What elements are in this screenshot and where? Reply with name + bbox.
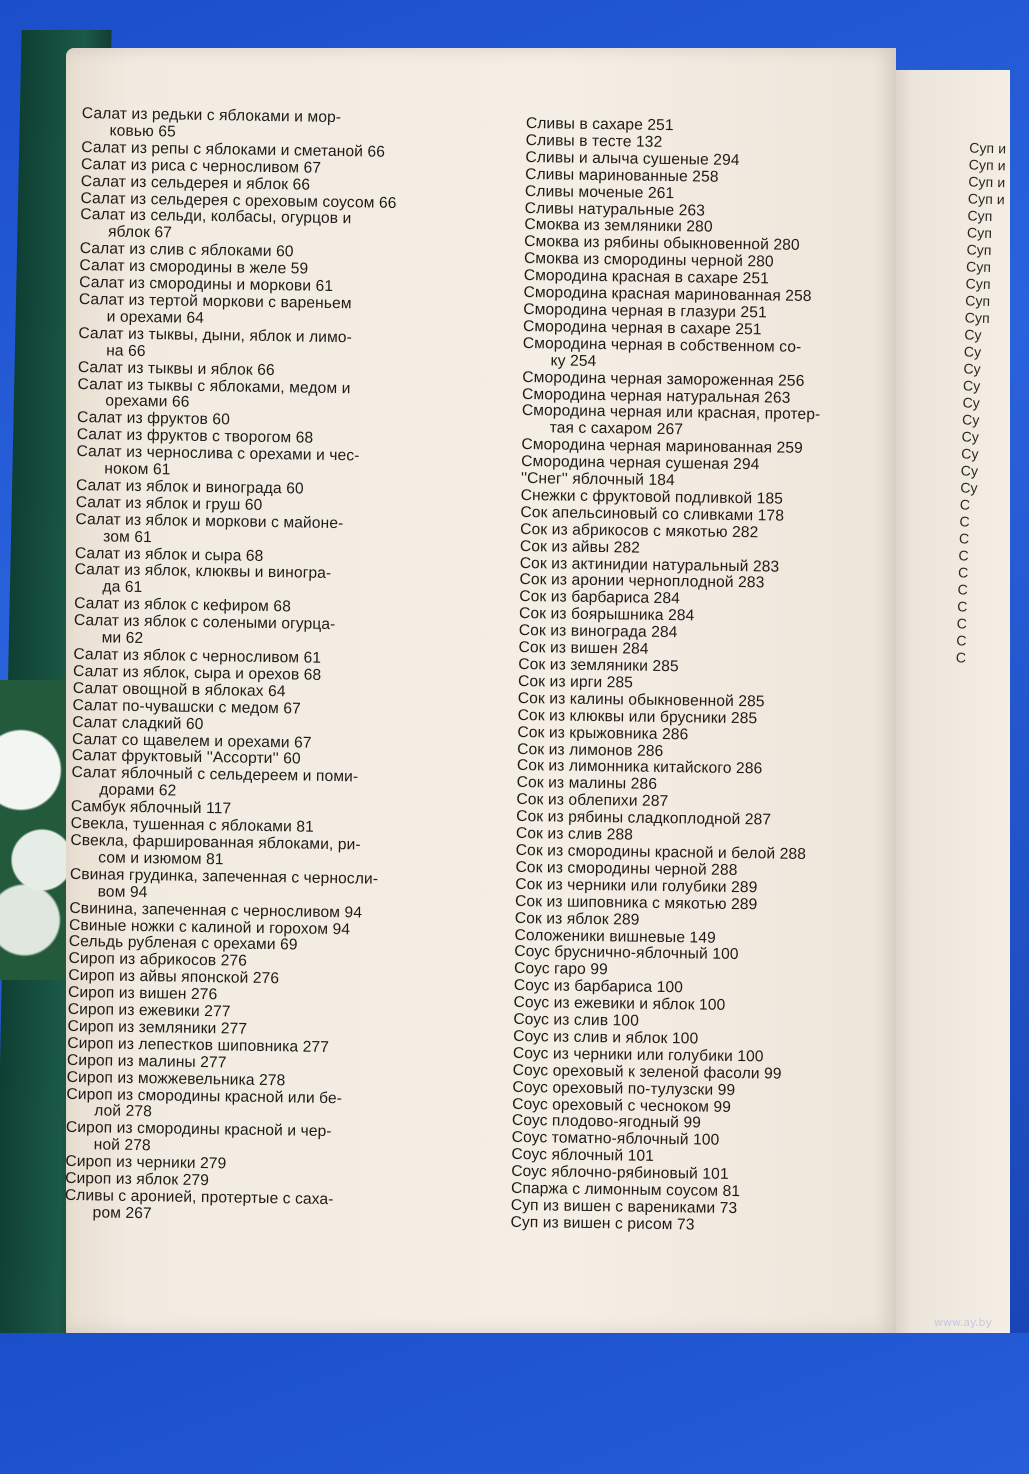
index-entry: Снежки с фруктовой подливкой 185 xyxy=(520,486,784,508)
index-entry: Су xyxy=(964,326,982,343)
index-entry: Соус ореховый с чесноком 99 xyxy=(512,1095,732,1116)
index-entry: Свиная грудинка, запеченная с черносли- xyxy=(69,865,379,888)
index-entry: ку 254 xyxy=(550,352,597,370)
index-entry: Сок из барбариса 284 xyxy=(519,588,681,608)
index-entry: Суп xyxy=(966,241,992,259)
index-entry: Сок из смородины черной 288 xyxy=(515,858,738,879)
index-entry: Салат яблочный с сельдереем и поми- xyxy=(71,764,359,786)
index-entry: Салат из тыквы с яблоками, медом и xyxy=(77,375,351,397)
index-entry: да 61 xyxy=(102,578,143,597)
index-entry: Сироп из айвы японской 276 xyxy=(68,967,280,988)
index-entry: Сок из вишен 284 xyxy=(518,639,649,658)
index-entry: Сок из калины обыкновенной 285 xyxy=(517,689,765,711)
index-entry: Соус бруснично-яблочный 100 xyxy=(514,943,739,964)
index-entry: Суп xyxy=(964,309,990,327)
index-entry: С xyxy=(958,530,970,547)
index-entry: Сливы и алыча сушеные 294 xyxy=(525,148,740,169)
watermark: www.ay.by xyxy=(933,1316,992,1329)
index-entry: Сироп из абрикосов 276 xyxy=(68,950,248,971)
index-entry: Суп и xyxy=(969,139,1007,157)
index-entry: Салат фруктовый ''Ассорти'' 60 xyxy=(71,747,301,768)
index-entry: Соус гаро 99 xyxy=(513,960,608,979)
index-entry: Соус яблочный 101 xyxy=(511,1146,655,1166)
index-entry: Салат сладкий 60 xyxy=(72,713,204,733)
index-entry: Салат со щавелем и орехами 67 xyxy=(71,730,312,752)
index-entry: С xyxy=(956,632,967,649)
index-entry: Сироп из смородины красной или бе- xyxy=(66,1085,343,1107)
background-foliage xyxy=(0,680,70,980)
index-entry: сом и изюмом 81 xyxy=(98,849,224,869)
index-entry: Салат из яблок с черносливом 61 xyxy=(73,645,322,667)
index-entry: Сок апельсиновый со сливками 178 xyxy=(520,503,785,525)
index-entry: Су xyxy=(963,343,982,360)
index-entry: Суп xyxy=(965,258,992,276)
index-entry: Салат из тыквы и яблок 66 xyxy=(77,358,275,379)
index-entry: Смородина черная сушеная 294 xyxy=(521,453,760,474)
index-entry: Су xyxy=(962,377,981,394)
index-entry: Соус из ежевики и яблок 100 xyxy=(513,994,726,1014)
index-entry: Смородина черная замороженная 256 xyxy=(522,368,805,390)
index-entry: С xyxy=(957,581,969,598)
index-entry: Сок из рябины сладкоплодной 287 xyxy=(516,808,772,829)
index-entry: Свинина, запеченная с черносливом 94 xyxy=(69,899,363,922)
index-entry: ''Снег'' яблочный 184 xyxy=(520,469,675,490)
index-column-left xyxy=(61,106,512,1446)
index-entry: Сок из лимонов 286 xyxy=(517,740,664,760)
index-entry: вом 94 xyxy=(97,883,148,901)
index-entry: Сок из шиповника с мякотью 289 xyxy=(514,892,758,913)
index-entry: Салат из яблок и моркови с майоне- xyxy=(75,510,344,532)
index-entry: Сливы с аронией, протертые с саха- xyxy=(64,1186,334,1209)
index-entry: Салат из яблок с кефиром 68 xyxy=(74,595,292,616)
index-entry: Сок из айвы 282 xyxy=(519,537,641,557)
index-entry: Сироп из черники 279 xyxy=(65,1153,227,1173)
index-entry: Салат из фруктов 60 xyxy=(76,409,231,429)
index-entry: Салат из редьки с яблоками и мор- xyxy=(81,105,342,127)
index-entry: Сливы маринованные 258 xyxy=(525,165,719,186)
index-entry: Сок из актинидии натуральный 283 xyxy=(519,554,780,576)
index-entry: ковью 65 xyxy=(109,122,177,141)
index-entry: Салат из чернослива с орехами и чес- xyxy=(76,443,360,465)
index-entry: Соус яблочно-рябиновый 101 xyxy=(511,1163,729,1184)
index-entry: Салат из слив с яблоками 60 xyxy=(79,240,294,261)
index-entry: Сироп из земляники 277 xyxy=(67,1017,248,1038)
index-entry: Сок из лимонника китайского 286 xyxy=(516,757,763,778)
index-entry: Салат из яблок, сыра и орехов 68 xyxy=(72,662,322,684)
index-entry: Салат из смородины в желе 59 xyxy=(79,257,309,278)
index-entry: С xyxy=(959,513,970,530)
index-entry: Салат из сельдерея с ореховым соусом 66 xyxy=(80,189,397,212)
index-entry: Салат по-чувашски с медом 67 xyxy=(72,696,302,718)
index-entry: Сок из боярышника 284 xyxy=(518,605,695,625)
index-entry: Смоква из смородины черной 280 xyxy=(523,250,774,271)
index-entry: Смоква из рябины обыкновенной 280 xyxy=(524,233,800,255)
index-entry: Су xyxy=(961,428,980,445)
index-entry: Салат из яблок и винограда 60 xyxy=(75,476,304,498)
index-entry: Суп из вишен с рисом 73 xyxy=(510,1213,695,1234)
index-entry: Суп и xyxy=(968,156,1006,174)
index-entry: Свекла, тушенная с яблоками 81 xyxy=(70,814,314,836)
index-entry: Сироп из ежевики 277 xyxy=(67,1000,231,1021)
index-entry: Салат из яблок, клюквы и виногра- xyxy=(74,561,332,583)
index-entry: Смородина красная маринованная 258 xyxy=(523,284,812,306)
index-entry: Сливы натуральные 263 xyxy=(524,199,706,220)
index-entry: Салат из яблок и груш 60 xyxy=(75,493,263,514)
index-entry: Сироп из вишен 276 xyxy=(67,984,218,1004)
index-entry: Су xyxy=(960,479,978,496)
index-entry: Сироп из можжевельника 278 xyxy=(66,1068,286,1089)
index-entry: ми 62 xyxy=(101,629,144,648)
index-entry: Сливы моченые 261 xyxy=(524,182,675,202)
index-entry: Соус плодово-ягодный 99 xyxy=(511,1112,702,1133)
index-entry: Сок из земляники 285 xyxy=(518,655,679,676)
index-entry: Соус томатно-яблочный 100 xyxy=(511,1129,720,1150)
index-entry: ноком 61 xyxy=(104,460,171,479)
index-entry: Сок из клюквы или брусники 285 xyxy=(517,706,758,728)
index-entry: С xyxy=(959,496,971,513)
index-entry: Салат из тертой моркови с вареньем xyxy=(78,290,352,313)
index-entry: яблок 67 xyxy=(107,223,173,242)
index-entry: Самбук яблочный 117 xyxy=(70,798,232,818)
index-entry: Сок из крыжовника 286 xyxy=(517,723,689,743)
index-entry: Смородина черная в сахаре 251 xyxy=(522,317,762,339)
index-entry: Суп xyxy=(965,292,991,310)
index-entry: Смоква из земляники 280 xyxy=(524,216,713,237)
index-entry: Сливы в тесте 132 xyxy=(525,131,663,151)
index-entry: Салат из фруктов с творогом 68 xyxy=(76,426,314,447)
index-entry: Суп и xyxy=(967,190,1006,208)
index-entry: Соус из черники или голубики 100 xyxy=(512,1044,764,1066)
index-entry: Сок из черники или голубики 289 xyxy=(515,875,758,897)
index-entry: Сироп из смородины красной и чер- xyxy=(65,1119,332,1141)
index-entry: Сливы в сахаре 251 xyxy=(525,115,674,135)
index-entry: Суп из вишен с варениками 73 xyxy=(510,1196,738,1218)
index-entry: С xyxy=(957,598,968,615)
index-entry: Суп xyxy=(965,275,991,293)
index-entry: Свекла, фаршированная яблоками, ри- xyxy=(70,831,361,854)
index-entry: орехами 66 xyxy=(105,392,190,412)
index-entry: Смородина черная или красная, протер- xyxy=(521,402,821,424)
index-entry: Салат из яблок с солеными огурца- xyxy=(73,612,336,634)
index-entry: Соус ореховый к зеленой фасоли 99 xyxy=(512,1061,782,1083)
index-entry: Смородина красная в сахаре 251 xyxy=(523,267,770,288)
index-entry: Су xyxy=(963,360,981,377)
index-entry: Су xyxy=(961,445,979,462)
index-entry: Смородина черная маринованная 259 xyxy=(521,436,803,458)
index-entry: Соложеники вишневые 149 xyxy=(514,926,716,947)
index-entry: Сок из аронии черноплодной 283 xyxy=(519,571,765,592)
index-entry: Салат из репы с яблоками и сметаной 66 xyxy=(81,138,386,161)
index-entry: Соус из слив 100 xyxy=(513,1010,640,1030)
index-entry: Сок из слив 288 xyxy=(515,824,634,844)
index-entry: Смородина черная в собственном со- xyxy=(522,334,802,356)
index-entry: Соус из слив и яблок 100 xyxy=(513,1027,699,1048)
index-entry: Салат из яблок и сыра 68 xyxy=(74,544,264,565)
index-entry: Сироп из яблок 279 xyxy=(65,1169,210,1190)
index-entry: Салат из риса с черносливом 67 xyxy=(80,155,322,177)
index-entry: ром 267 xyxy=(92,1204,152,1223)
index-entry: лой 278 xyxy=(94,1102,153,1121)
index-entry: Сок из малины 286 xyxy=(516,774,658,794)
index-entry: Свиные ножки с калиной и горохом 94 xyxy=(69,916,351,938)
index-entry: на 66 xyxy=(106,342,146,360)
index-entry: Сироп из малины 277 xyxy=(66,1051,227,1072)
index-entry: С xyxy=(956,615,968,632)
index-entry: Сок из смородины красной и белой 288 xyxy=(515,841,807,863)
index-entry: дорами 62 xyxy=(99,781,177,800)
index-entry: Соус ореховый по-тулузски 99 xyxy=(512,1078,736,1099)
index-entry: Суп и xyxy=(968,173,1006,191)
index-entry: ной 278 xyxy=(93,1136,151,1155)
index-entry: и орехами 64 xyxy=(106,308,205,327)
index-entry: Салат овощной в яблоках 64 xyxy=(72,679,286,701)
index-entry: Спаржа с лимонным соусом 81 xyxy=(510,1179,741,1201)
index-entry: С xyxy=(955,649,967,666)
index-entry: Сельдь рубленая с орехами 69 xyxy=(68,933,298,954)
index-entry: Сок из ирги 285 xyxy=(517,672,634,692)
index-entry: С xyxy=(957,564,969,581)
index-entry: Сироп из лепестков шиповника 277 xyxy=(67,1034,330,1056)
index-entry: Салат из сельдерея и яблок 66 xyxy=(80,172,311,194)
index-entry: Салат из сельди, колбасы, огурцов и xyxy=(80,206,352,228)
index-entry: тая с сахаром 267 xyxy=(549,419,684,439)
index-entry: Салат из тыквы, дыни, яблок и лимо- xyxy=(78,324,353,347)
index-entry: Су xyxy=(960,462,979,479)
index-entry: Смородина черная в глазури 251 xyxy=(523,300,767,322)
index-entry: Су xyxy=(962,394,981,411)
index-entry: Соус из барбариса 100 xyxy=(513,977,684,997)
index-entry: Су xyxy=(961,411,980,428)
index-column-middle xyxy=(507,116,896,1454)
index-entry: Суп xyxy=(967,207,993,225)
index-entry: Сок из абрикосов с мякотью 282 xyxy=(520,520,759,542)
index-entry: Суп xyxy=(966,224,993,242)
index-entry: Смородина черная натуральная 263 xyxy=(521,385,791,407)
index-entry: С xyxy=(958,547,969,564)
index-entry: Сок из винограда 284 xyxy=(518,622,678,642)
index-entry: Салат из смородины и моркови 61 xyxy=(79,274,334,296)
index-entry: зом 61 xyxy=(103,528,153,546)
index-entry: Сок из облепихи 287 xyxy=(516,791,669,811)
index-entry: Сок из яблок 289 xyxy=(514,909,640,929)
